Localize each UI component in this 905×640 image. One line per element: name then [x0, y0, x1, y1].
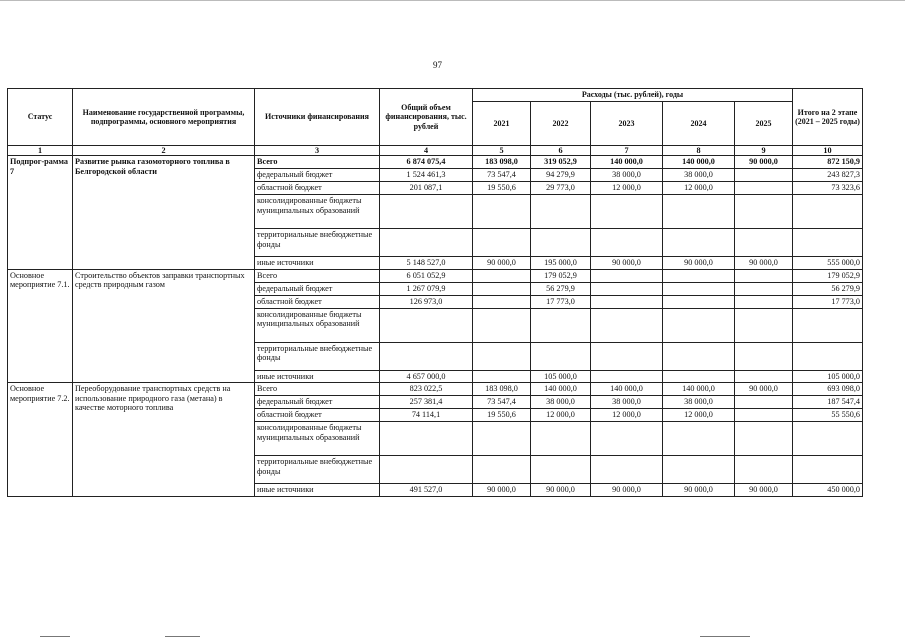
year-cell [735, 182, 793, 195]
status-cell: Подпрог-рамма 7 [8, 156, 73, 269]
year-cell: 12 000,0 [663, 409, 735, 422]
source-cell: консолидированные бюджеты муниципальных образований [255, 422, 380, 456]
table-row [8, 269, 863, 282]
year-cell [591, 229, 663, 257]
stage-total-cell: 693 098,0 [793, 383, 863, 396]
total-cell [380, 229, 473, 257]
year-cell: 38 000,0 [591, 396, 663, 409]
year-cell [531, 422, 591, 456]
stage-total-cell: 105 000,0 [793, 370, 863, 382]
stage-total-cell [793, 195, 863, 229]
year-cell [735, 308, 793, 342]
program-name-cell: Развитие рынка газомоторного топлива в Белгородской области [73, 156, 255, 269]
year-cell: 17 773,0 [531, 295, 591, 308]
year-cell [531, 342, 591, 370]
stage-total-cell: 73 323,6 [793, 182, 863, 195]
source-cell: иные источники [255, 484, 380, 496]
year-cell [473, 370, 531, 382]
year-cell: 38 000,0 [531, 396, 591, 409]
total-cell: 1 267 079,9 [380, 282, 473, 295]
year-cell [473, 282, 531, 295]
year-cell: 12 000,0 [531, 409, 591, 422]
stage-total-cell [793, 456, 863, 484]
column-number: 3 [255, 146, 380, 156]
year-cell [663, 269, 735, 282]
year-cell: 90 000,0 [663, 484, 735, 496]
year-cell [473, 308, 531, 342]
year-cell: 73 547,4 [473, 169, 531, 182]
year-cell: 140 000,0 [591, 383, 663, 396]
year-cell [591, 295, 663, 308]
stage-total-cell: 56 279,9 [793, 282, 863, 295]
year-cell [735, 269, 793, 282]
column-number: 1 [8, 146, 73, 156]
source-cell: иные источники [255, 257, 380, 269]
year-cell [473, 456, 531, 484]
year-cell [735, 409, 793, 422]
stage-total-cell: 187 547,4 [793, 396, 863, 409]
year-cell: 179 052,9 [531, 269, 591, 282]
source-cell: территориальные внебюджетные фонды [255, 456, 380, 484]
header-expenses: Расходы (тыс. рублей), годы [473, 89, 793, 102]
column-number: 7 [591, 146, 663, 156]
year-cell [735, 342, 793, 370]
source-cell: областной бюджет [255, 182, 380, 195]
year-cell [591, 195, 663, 229]
year-cell [735, 295, 793, 308]
financing-table [7, 88, 863, 497]
stage-total-cell: 450 000,0 [793, 484, 863, 496]
header-year: 2023 [591, 102, 663, 146]
year-cell [663, 422, 735, 456]
source-cell: Всего [255, 156, 380, 169]
stage-total-cell [793, 308, 863, 342]
column-number: 4 [380, 146, 473, 156]
year-cell [735, 396, 793, 409]
stage-total-cell [793, 229, 863, 257]
year-cell: 90 000,0 [591, 257, 663, 269]
total-cell: 257 381,4 [380, 396, 473, 409]
year-cell: 140 000,0 [531, 383, 591, 396]
year-cell [473, 295, 531, 308]
year-cell [663, 308, 735, 342]
total-cell: 491 527,0 [380, 484, 473, 496]
column-number: 2 [73, 146, 255, 156]
year-cell: 19 550,6 [473, 182, 531, 195]
year-cell: 12 000,0 [663, 182, 735, 195]
year-cell [591, 282, 663, 295]
year-cell [531, 229, 591, 257]
year-cell [663, 295, 735, 308]
stage-total-cell [793, 422, 863, 456]
total-cell: 823 022,5 [380, 383, 473, 396]
year-cell [735, 282, 793, 295]
year-cell [735, 229, 793, 257]
header-year: 2021 [473, 102, 531, 146]
total-cell [380, 342, 473, 370]
source-cell: федеральный бюджет [255, 396, 380, 409]
year-cell: 105 000,0 [531, 370, 591, 382]
year-cell [591, 456, 663, 484]
year-cell: 12 000,0 [591, 409, 663, 422]
scan-edge-line [40, 636, 70, 637]
year-cell [663, 342, 735, 370]
year-cell: 90 000,0 [591, 484, 663, 496]
year-cell [735, 370, 793, 382]
total-cell: 6 051 052,9 [380, 269, 473, 282]
table-row [8, 383, 863, 396]
year-cell: 94 279,9 [531, 169, 591, 182]
year-cell: 38 000,0 [663, 169, 735, 182]
year-cell: 90 000,0 [473, 257, 531, 269]
year-cell: 90 000,0 [735, 257, 793, 269]
year-cell [735, 195, 793, 229]
year-cell: 12 000,0 [591, 182, 663, 195]
total-cell [380, 308, 473, 342]
column-number: 6 [531, 146, 591, 156]
year-cell [473, 229, 531, 257]
source-cell: Всего [255, 269, 380, 282]
year-cell [473, 195, 531, 229]
year-cell [591, 308, 663, 342]
header-year: 2022 [531, 102, 591, 146]
year-cell: 140 000,0 [591, 156, 663, 169]
year-cell: 29 773,0 [531, 182, 591, 195]
header-sources: Источники финансирования [255, 89, 380, 146]
scan-edge-line [700, 636, 750, 637]
year-cell [591, 422, 663, 456]
program-name-cell: Строительство объектов заправки транспортных средств природным газом [73, 269, 255, 382]
year-cell: 140 000,0 [663, 383, 735, 396]
year-cell: 90 000,0 [735, 383, 793, 396]
source-cell: консолидированные бюджеты муниципальных образований [255, 308, 380, 342]
source-cell: консолидированные бюджеты муниципальных образований [255, 195, 380, 229]
year-cell: 73 547,4 [473, 396, 531, 409]
source-cell: иные источники [255, 370, 380, 382]
year-cell [531, 456, 591, 484]
stage-total-cell: 179 052,9 [793, 269, 863, 282]
total-cell: 74 114,1 [380, 409, 473, 422]
scan-edge-line [165, 636, 200, 637]
year-cell [473, 422, 531, 456]
source-cell: областной бюджет [255, 409, 380, 422]
column-number: 9 [735, 146, 793, 156]
scan-edge-line [0, 0, 905, 1]
stage-total-cell: 555 000,0 [793, 257, 863, 269]
year-cell [531, 195, 591, 229]
year-cell: 183 098,0 [473, 156, 531, 169]
year-cell [663, 370, 735, 382]
total-cell: 201 087,1 [380, 182, 473, 195]
stage-total-cell: 872 150,9 [793, 156, 863, 169]
header-year: 2024 [663, 102, 735, 146]
year-cell: 195 000,0 [531, 257, 591, 269]
header-total: Общий объем финансирования, тыс. рублей [380, 89, 473, 146]
year-cell [473, 269, 531, 282]
total-cell [380, 195, 473, 229]
year-cell [735, 422, 793, 456]
year-cell [663, 195, 735, 229]
year-cell: 19 550,6 [473, 409, 531, 422]
source-cell: федеральный бюджет [255, 169, 380, 182]
source-cell: территориальные внебюджетные фонды [255, 229, 380, 257]
total-cell [380, 422, 473, 456]
year-cell [591, 342, 663, 370]
source-cell: федеральный бюджет [255, 282, 380, 295]
column-number: 5 [473, 146, 531, 156]
total-cell: 126 973,0 [380, 295, 473, 308]
stage-total-cell [793, 342, 863, 370]
total-cell: 5 148 527,0 [380, 257, 473, 269]
source-cell: территориальные внебюджетные фонды [255, 342, 380, 370]
year-cell: 90 000,0 [473, 484, 531, 496]
status-cell: Основное мероприятие 7.2. [8, 383, 73, 496]
program-name-cell: Переоборудование транспортных средств на использование природного газа (метана) в качестве моторного топлива [73, 383, 255, 496]
page-number: 97 [433, 60, 442, 70]
column-number: 8 [663, 146, 735, 156]
year-cell [591, 269, 663, 282]
year-cell: 90 000,0 [735, 156, 793, 169]
source-cell: областной бюджет [255, 295, 380, 308]
column-number-row [8, 146, 863, 156]
stage-total-cell: 17 773,0 [793, 295, 863, 308]
year-cell [663, 282, 735, 295]
year-cell: 38 000,0 [591, 169, 663, 182]
year-cell: 319 052,9 [531, 156, 591, 169]
year-cell [531, 308, 591, 342]
header-name: Наименование государственной программы, подпрограммы, основного мероприятия [73, 89, 255, 146]
year-cell [591, 370, 663, 382]
year-cell: 38 000,0 [663, 396, 735, 409]
source-cell: Всего [255, 383, 380, 396]
header-year: 2025 [735, 102, 793, 146]
stage-total-cell: 243 827,3 [793, 169, 863, 182]
year-cell [473, 342, 531, 370]
total-cell: 6 874 075,4 [380, 156, 473, 169]
column-number: 10 [793, 146, 863, 156]
year-cell: 56 279,9 [531, 282, 591, 295]
total-cell: 1 524 461,3 [380, 169, 473, 182]
year-cell [735, 169, 793, 182]
year-cell [663, 456, 735, 484]
total-cell: 4 657 000,0 [380, 370, 473, 382]
year-cell: 140 000,0 [663, 156, 735, 169]
header-stage-total: Итого на 2 этапе (2021 – 2025 годы) [793, 89, 863, 146]
table-row [8, 156, 863, 169]
header-status: Статус [8, 89, 73, 146]
status-cell: Основное мероприятие 7.1. [8, 269, 73, 382]
year-cell: 90 000,0 [531, 484, 591, 496]
year-cell [663, 229, 735, 257]
total-cell [380, 456, 473, 484]
year-cell [735, 456, 793, 484]
year-cell: 90 000,0 [663, 257, 735, 269]
year-cell: 90 000,0 [735, 484, 793, 496]
year-cell: 183 098,0 [473, 383, 531, 396]
stage-total-cell: 55 550,6 [793, 409, 863, 422]
